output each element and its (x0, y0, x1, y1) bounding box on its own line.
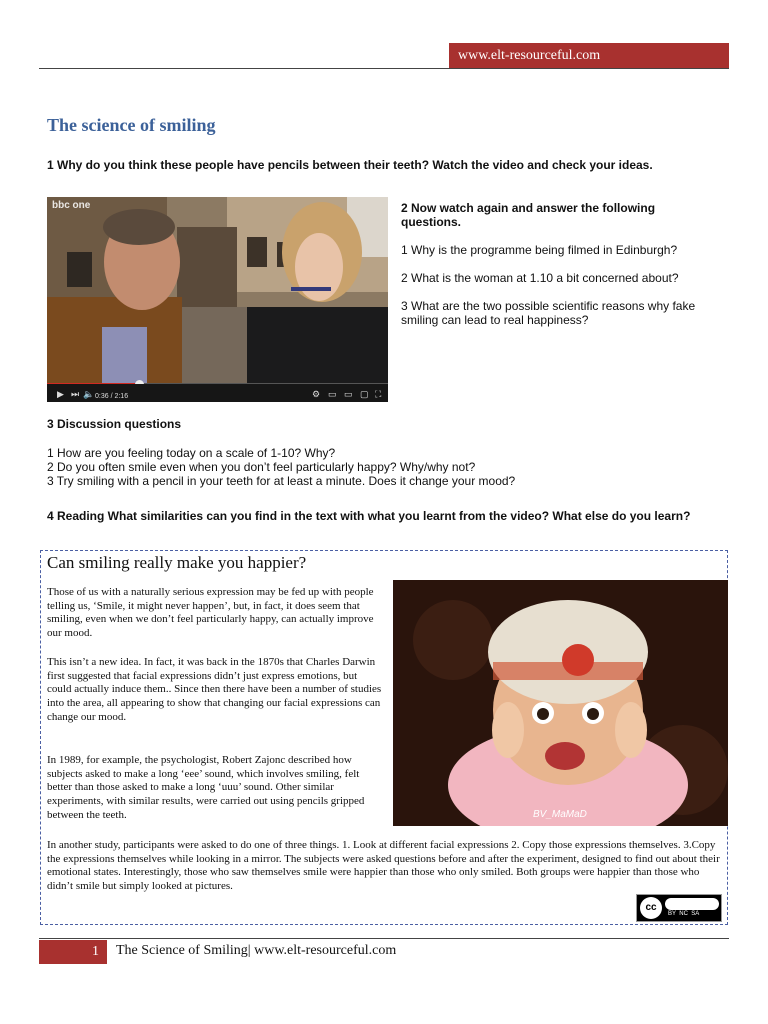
creative-commons-badge[interactable] (636, 894, 722, 922)
question-3-heading: 3 Discussion questions (47, 417, 182, 431)
play-icon[interactable]: ▶ (57, 389, 64, 399)
video-time-readout: 0:36 / 2:16 (95, 393, 129, 400)
header-rule (39, 68, 729, 69)
question-2-item: 3 What are the two possible scientific reasons why fake smiling can lead to real happiness? (401, 299, 696, 327)
article-paragraph: In 1989, for example, the psychologist, Robert Zajonc described how subjects asked to make a long ‘eee’ sound, which involves smiling, felt better than those asked to make a long ‘uuu’ sound. Other similar experiments, with similar results, were carried out using pencils gripped between the teeth. (47, 754, 365, 821)
volume-icon[interactable]: 🔈 (83, 389, 95, 399)
question-3-item: 2 Do you often smile even when you don’t feel particularly happy? Why/why not? (47, 460, 476, 474)
theater-mode-icon[interactable]: ▭ (344, 389, 353, 399)
gear-icon[interactable]: ⚙ (312, 389, 321, 399)
video-frame-image (47, 197, 388, 402)
question-2-heading: 2 Now watch again and answer the following questions. (401, 201, 656, 229)
popout-icon[interactable]: ▢ (360, 389, 369, 399)
article-paragraph: In another study, participants were asked to do one of three things. 1. Look at different facial expressions 2. Copy those expressions themselves. 3.Copy the expressions themselves while looking in a mirror. The subjects were asked questions before and after the experiment, designed to find out about their emotional states. Interestingly, those who saw themselves smile were happier than those who only smiled. Both groups were happier than those who didn’t smile but simply looked at pictures. (47, 839, 720, 893)
fullscreen-icon[interactable]: ⛶ (375, 389, 382, 399)
photo-credit: BV_MaMaD (533, 809, 587, 820)
license-labels: BY NC SA (668, 911, 700, 917)
video-player[interactable] (47, 197, 388, 402)
article-paragraph: Those of us with a naturally serious expression may be fed up with people telling us, ‘Smile, it might never happen’, but, in fact, it does seem that smiling, even when we don’t feel particularly happy, can actually improve our mood. (47, 586, 374, 640)
footer-text: The Science of Smiling| www.elt-resourceful.com (116, 943, 397, 958)
question-2-item: 1 Why is the programme being filmed in Edinburgh? (401, 243, 678, 257)
next-icon[interactable]: ⏭ (71, 389, 80, 399)
footer-rule (39, 938, 729, 939)
license-icons (665, 898, 719, 910)
article-paragraph: This isn’t a new idea. In fact, it was back in the 1870s that Charles Darwin first suggested that facial expressions didn’t just express emotions, but could actually induce them.. Since then there have been a number of studies into the area, all appearing to show that changing our facial expressions can change our mood. (47, 656, 382, 723)
page-title: The science of smiling (47, 115, 216, 135)
cc-icon: cc (640, 897, 662, 919)
article-title: Can smiling really make you happier? (47, 553, 307, 572)
channel-logo: bbc one (52, 200, 91, 211)
child-photo-image (393, 580, 728, 826)
captions-icon[interactable]: ▭ (328, 389, 337, 399)
page-number: 1 (39, 940, 107, 964)
question-2-item: 2 What is the woman at 1.10 a bit concerned about? (401, 271, 679, 285)
question-3-item: 1 How are you feeling today on a scale of 1-10? Why? (47, 446, 336, 460)
child-photo (393, 580, 728, 826)
question-4: 4 Reading What similarities can you find in the text with what you learnt from the video? What else do you learn? (47, 509, 691, 523)
header-url-banner[interactable]: www.elt-resourceful.com (449, 43, 729, 69)
question-3-item: 3 Try smiling with a pencil in your teeth for at least a minute. Does it change your mood? (47, 474, 516, 488)
question-1: 1 Why do you think these people have pencils between their teeth? Watch the video and check your ideas. (47, 158, 653, 172)
